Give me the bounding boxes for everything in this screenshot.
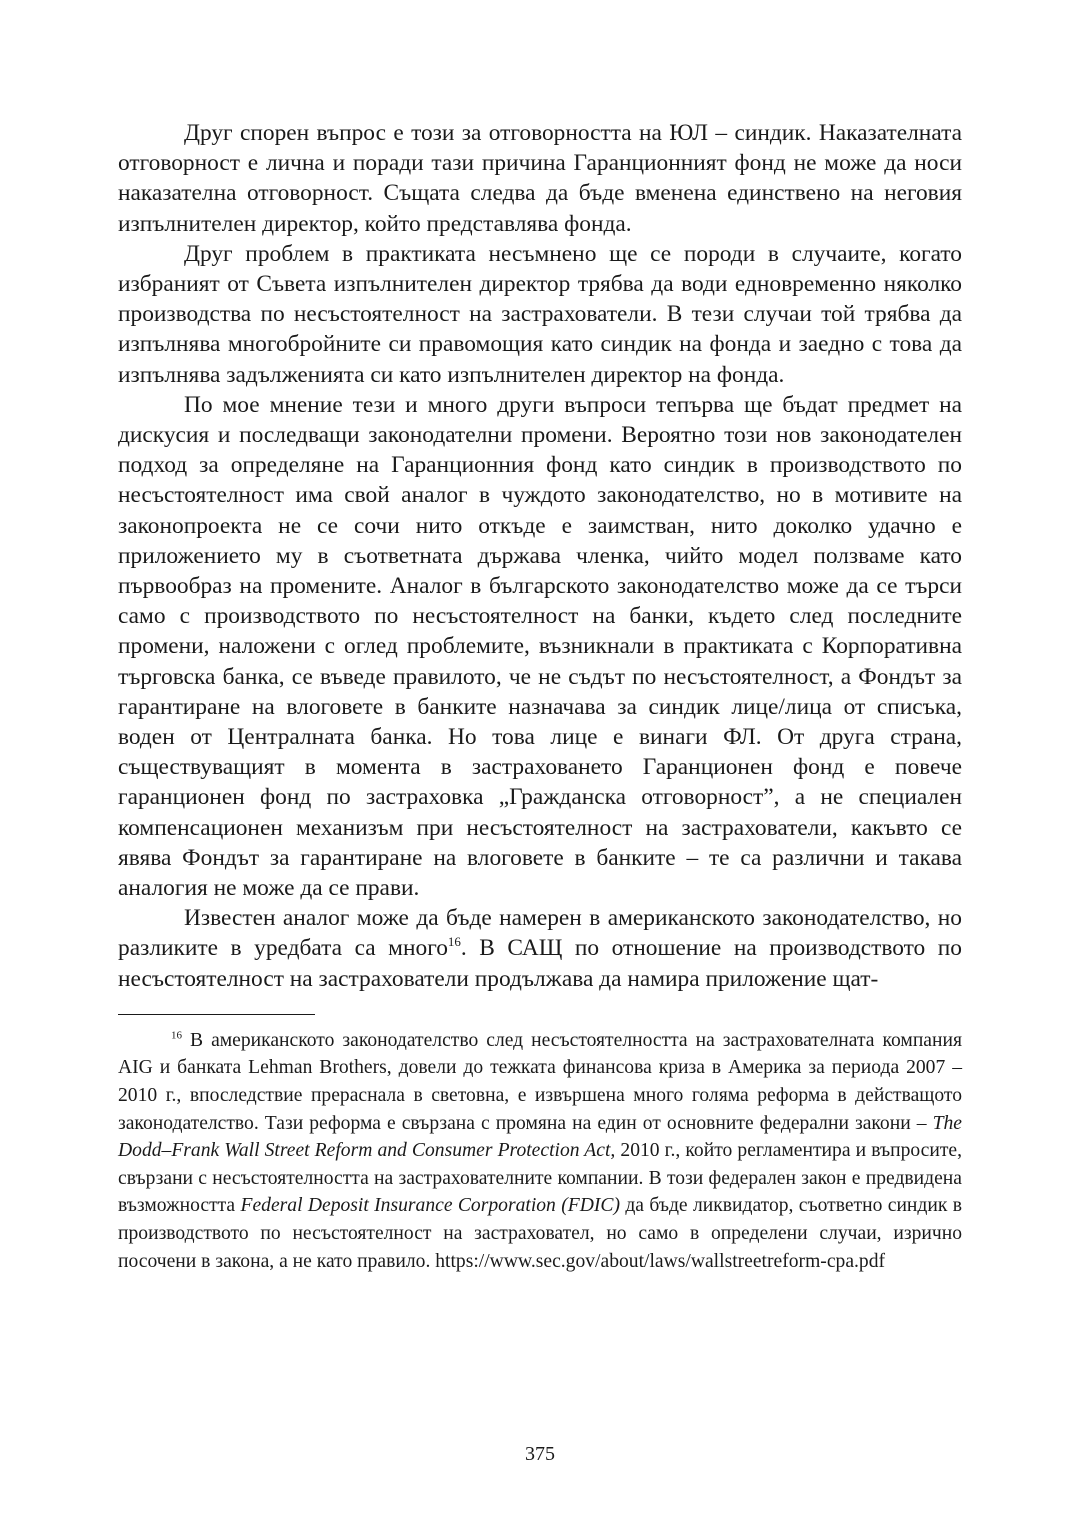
page-number: 375 [525,1443,555,1465]
footnote-reference[interactable]: 16 [447,934,461,950]
page-content [118,118,962,1275]
paragraph: Друг проблем в практиката несъмнено ще се породи в случаите, когато избраният от Съвета изпълнителен директор трябва да води едновременно няколко производства по несъстоятелност на застрахователи. В тези случаи той трябва да изпълнява многобройните си правомощия като синдик на фонда и заедно с това да изпълнява задълженията си като изпълнителен директор на фонда. [118,240,962,388]
footnote-number: 16 [171,1029,182,1042]
footnote [118,1027,962,1275]
footnote-text-part: 2010 г., който регламентира и въпросите, свързани с несъстоятелността на застрахователните компании. В този федерален закон е предвидена възможността [118,1140,962,1217]
footnote-text-part: В американското законодателство след несъстоятелността на застрахователната компания AIG и банката Lehman Brothers, довели до тежката финансова криза в Америка за периода 2007 – 2010 г., впоследствие прераснала в световна, е извършена много голяма реформа в действащото законодателство. Тази реформа е свързана с промяна на един от основните федерални закони – [118,1029,962,1134]
act-title: The Dodd–Frank Wall Street Reform and Consumer Protection Act, [118,1112,962,1162]
footnote-separator [118,1014,315,1015]
paragraph-text: . В САЩ по отношение на производството по несъстоятелност на застрахователи продължава да намира приложение щат- [118,935,962,992]
paragraph: Друг спорен въпрос е този за отговорността на ЮЛ – синдик. Наказателната отговорност е лична и поради тази причина Гаранционният фонд не може да носи наказателна отговорност. Същата следва да бъде вменена единствено на неговия изпълнителен директор, който представлява фонда. [118,120,962,237]
agency-name: Federal Deposit Insurance Corporation (FDIC) [240,1195,620,1217]
paragraph-text: Известен аналог може да бъде намерен в американското законодателство, но разликите в уредбата са много [118,905,962,962]
paragraph: По мое мнение тези и много други въпроси тепърва ще бъдат предмет на дискусия и последващи законодателни промени. Вероятно този нов законодателен подход за определяне на Гаранционния фонд като синдик в производството по несъстоятелност има свой аналог в чуждото законодателство, но в мотивите на законопроекта не се сочи нито откъде е заимстван, нито доколко удачно е приложението му в съответната държава членка, чийто модел ползваме като първообраз на промените. Аналог в българското законодателство може да се търси само с производството по несъстоятелност на банки, където след последните промени, наложени с оглед проблемите, възникнали в практиката с Корпоративна търговска банка, се въведе правилото, че не съдът по несъстоятелност, а Фондът за гарантиране на влоговете в банките назначава за синдик лице/лица от списъка, воден от Централната банка. Но това лице е винаги ФЛ. От друга страна, съществуващият в момента в застраховането Гаранционен фонд е повече гаранционен фонд по застраховка „Гражданска отговорност”, а не специален компенсационен механизъм при несъстоятелност на застрахователи, какъвто се явява Фондът за гарантиране на влоговете в банките – те са различни и такава аналогия не може да се прави. [118,391,962,902]
body-text [118,118,962,994]
footnote-text [118,1027,962,1275]
paragraph [118,903,962,994]
footnote-text-part: да бъде ликвидатор, съответно синдик в производството по несъстоятелност на застраховател, но само в определени случаи, изрично посочени в закона, а не като правило. https://www.sec.gov/about/laws/wallstreetreform-cpa.pdf [118,1195,962,1272]
